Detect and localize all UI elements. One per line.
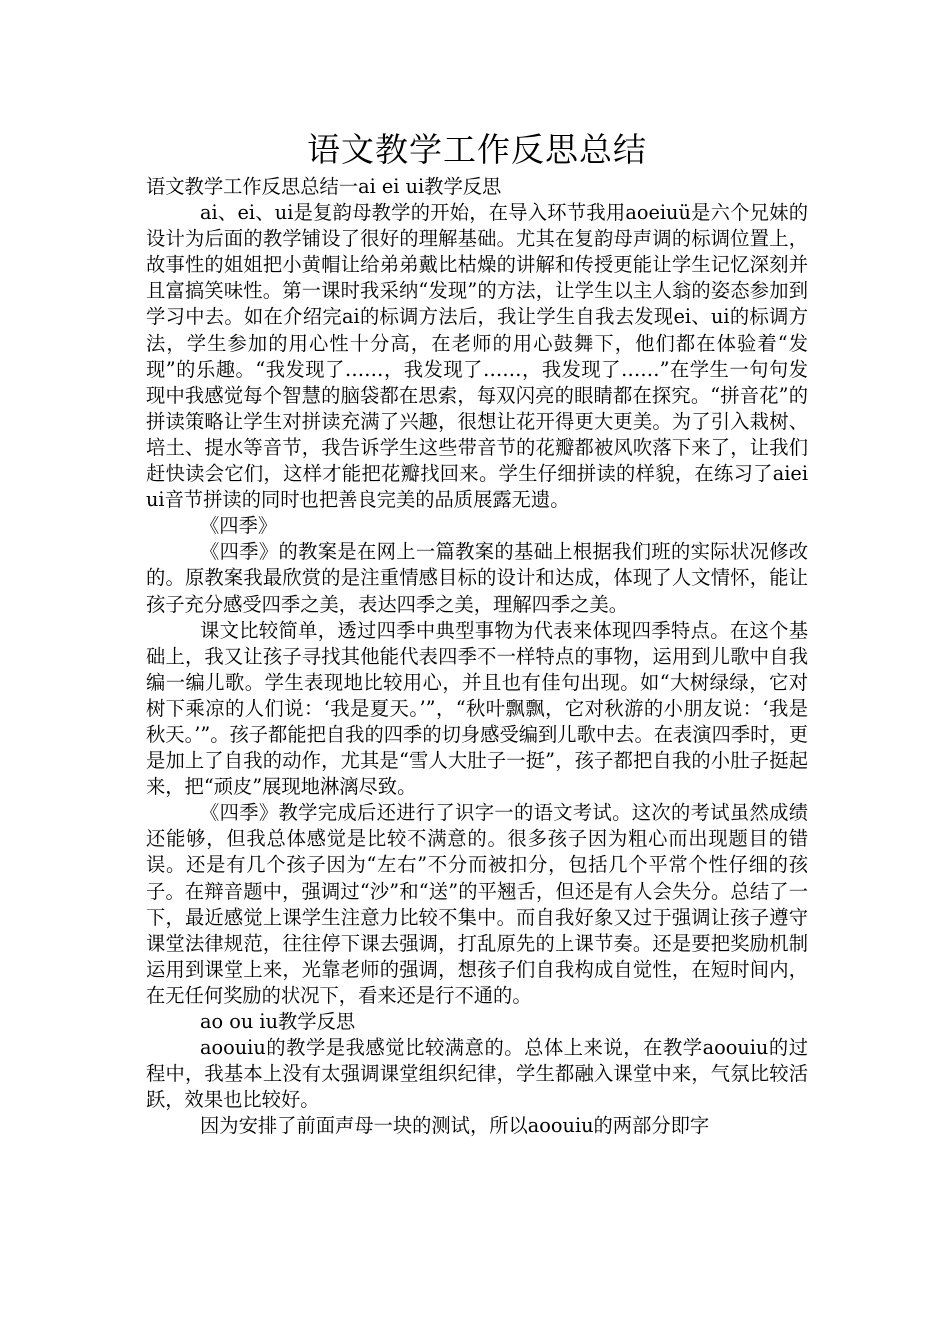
section-heading-ai-ei-ui: 语文教学工作反思总结一ai ei ui教学反思 <box>146 175 502 198</box>
section-heading-ao-ou-iu: ao ou iu教学反思 <box>200 1010 356 1033</box>
paragraph-ao-ou-iu-reflection: aoouiu的教学是我感觉比较满意的。总体上来说，在教学aoouiu的过程中，我基本上没有太强调课堂组织纪律，学生都融入课堂中来，气氛比较活跃，效果也比较好。 <box>146 1036 808 1112</box>
paragraph-four-seasons-exam: 《四季》教学完成后还进行了识字一的语文考试。这次的考试虽然成绩还能够，但我总体感觉是比较不满意的。很多孩子因为粗心而出现题目的错误。还是有几个孩子因为“左右”不分而被扣分，包括几个平常个性仔细的孩子。在辩音题中，强调过“沙”和“送”的平翘舌，但还是有人会失分。总结了一下，最近感觉上课学生注意力比较不集中。而自我好象又过于强调让孩子遵守课堂法律规范，往往停下课去强调，打乱原先的上课节奏。还是要把奖励机制运用到课堂上来，光靠老师的强调，想孩子们自我构成自觉性，在短时间内，在无任何奖励的状况下，看来还是行不通的。 <box>146 801 808 1007</box>
paragraph-four-seasons-lesson-plan: 《四季》的教案是在网上一篇教案的基础上根据我们班的实际状况修改的。原教案我最欣赏的是注重情感目标的设计和达成，体现了人文情怀，能让孩子充分感受四季之美，表达四季之美，理解四季之美。 <box>146 540 808 616</box>
document-page <box>146 128 808 1139</box>
paragraph-ao-ou-iu-test: 因为安排了前面声母一块的测试，所以aoouiu的两部分即字 <box>200 1114 710 1138</box>
paragraph-ai-ei-ui-reflection: ai、ei、ui是复韵母教学的开始，在导入环节我用aoeiuü是六个兄妹的设计为后面的教学铺设了很好的理解基础。尤其在复韵母声调的标调位置上，故事性的姐姐把小黄帽让给弟弟戴比枯燥的讲解和传授更能让学生记忆深刻并且富搞笑味性。第一课时我采纳“发现”的方法，让学生以主人翁的姿态参加到学习中去。如在介绍完ai的标调方法后，我让学生自我去发现ei、ui的标调方法，学生参加的用心性十分高，在老师的用心鼓舞下，他们都在体验着“发现”的乐趣。“我发现了……，我发现了……，我发现了……”在学生一句句发现中我感觉每个智慧的脑袋都在思索，每双闪亮的眼睛都在探究。“拼音花”的拼读策略让学生对拼读充满了兴趣，很想让花开得更大更美。为了引入栽树、培土、提水等音节，我告诉学生这些带音节的花瓣都被风吹落下来了，让我们赶快读会它们，这样才能把花瓣找回来。学生仔细拼读的样貌，在练习了aieiui音节拼读的同时也把善良完美的品质展露无遗。 <box>146 201 808 512</box>
paragraph-four-seasons-songs: 课文比较简单，透过四季中典型事物为代表来体现四季特点。在这个基础上，我又让孩子寻找其他能代表四季不一样特点的事物，运用到儿歌中自我编一编儿歌。学生表现地比较用心，并且也有佳句出现。如“大树绿绿，它对树下乘凉的人们说：‘我是夏天。’”，“秋叶飘飘，它对秋游的小朋友说：‘我是秋天。’”。孩子都能把自我的四季的切身感受编到儿歌中去。在表演四季时，更是加上了自我的动作，尤其是“雪人大肚子一挺”，孩子都把自我的小肚子挺起来，把“顽皮”展现地淋漓尽致。 <box>146 618 808 799</box>
section-heading-four-seasons: 《四季》 <box>200 514 278 538</box>
document-title: 语文教学工作反思总结 <box>307 130 647 169</box>
